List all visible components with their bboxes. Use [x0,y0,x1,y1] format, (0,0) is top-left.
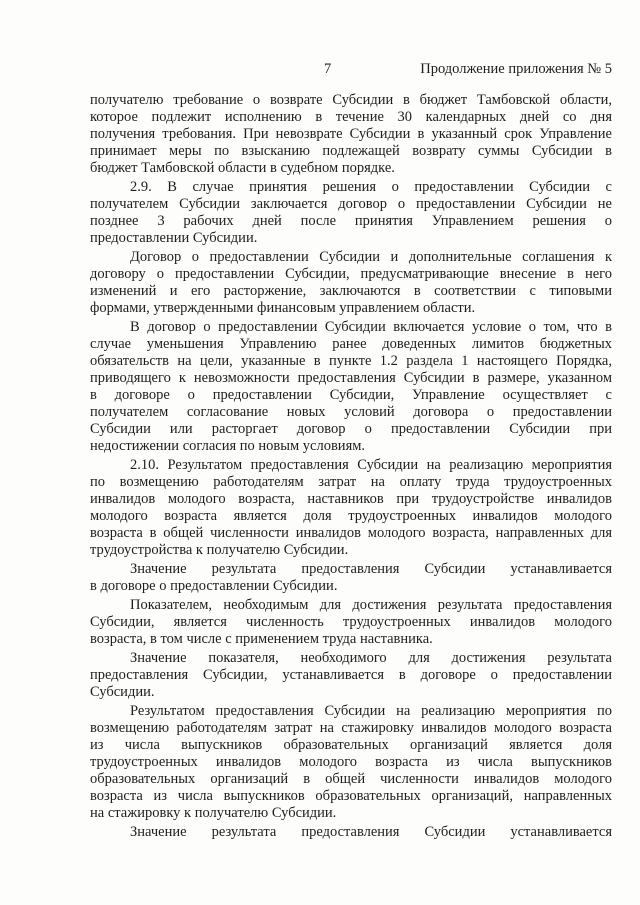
paragraph-contract-forms [90,249,612,317]
paragraph-result-value [90,561,612,595]
document-line: изменений и его расторжение, заключаются в соответствии с типовыми [90,283,612,299]
document-line: возраста, в том числе с применением труда наставника. [90,631,433,647]
document-line: Договор о предоставлении Субсидии и дополнительные соглашения к [130,249,612,265]
document-line: которое подлежит исполнению в течение 30 календарных дней со дня [90,109,612,125]
document-line: приводящего к невозможности предоставления Субсидии в размере, указанном [90,370,612,386]
paragraph-indicator [90,597,612,648]
document-line: 2.9. В случае принятия решения о предоставлении Субсидии с [130,179,612,195]
document-line: предоставления Субсидии, устанавливается в договоре о предоставлении [90,667,612,683]
document-line: бюджет Тамбовской области в судебном порядке. [90,160,395,176]
paragraph-internship-value [90,824,612,841]
document-line: В договор о предоставлении Субсидии включается условие о том, что в [130,319,612,335]
document-line: образовательных организаций в общей численности инвалидов молодого [90,771,612,787]
page-number: 7 [324,61,332,77]
document-line: Значение результата предоставления Субсидии устанавливается [130,824,612,840]
document-line: предоставлении Субсидии. [90,230,258,246]
document-line: возраста в общей численности инвалидов молодого возраста, направленных для [90,525,612,541]
document-line: формами, утвержденными финансовым управлением области. [90,300,476,316]
document-line: получения требования. При невозврате Субсидии в указанный срок Управление [90,126,612,142]
document-line: молодого возраста является доля трудоустроенных инвалидов молодого [90,508,612,524]
document-line: Результатом предоставления Субсидии на реализацию мероприятия по [130,703,612,719]
appendix-continuation-note: Продолжение приложения № 5 [420,61,612,77]
document-line: по возмещению работодателям затрат на оплату труда трудоустроенных [90,474,612,490]
document-line: трудоустройства к получателю Субсидии. [90,542,349,558]
document-line: 2.10. Результатом предоставления Субсидии на реализацию мероприятия [130,457,612,473]
document-line: получателем Субсидии заключается договор о предоставлении Субсидии не [90,196,612,212]
paragraph-contract-condition [90,319,612,455]
document-body [90,92,612,843]
document-line: возмещению работодателям затрат на стажировку инвалидов молодого возраста [90,720,612,736]
document-line: принимает меры по взысканию подлежащей возврату суммы Субсидии в [90,143,612,159]
paragraph-internship-result [90,703,612,822]
document-line: трудоустроенных инвалидов молодого возраста из числа выпускников [90,754,612,770]
document-line: получателю требование о возврате Субсидии в бюджет Тамбовской области, [90,92,612,108]
document-line: на стажировку к получателю Субсидии. [90,805,337,821]
document-line: Субсидии, является численность трудоустроенных инвалидов молодого [90,614,612,630]
document-line: Субсидии. [90,684,155,700]
document-line: из числа выпускников образовательных организаций является доля [90,737,612,753]
document-line: позднее 3 рабочих дней после принятия Управлением решения о [90,213,612,229]
document-line: в договоре о предоставлении Субсидии. [90,578,338,594]
paragraph-indicator-value [90,650,612,701]
document-line: договору о предоставлении Субсидии, предусматривающие внесение в него [90,266,612,282]
document-line: недостижении согласия по новым условиям. [90,438,366,454]
document-line: Субсидии или расторгает договор о предоставлении Субсидии при [90,421,612,437]
paragraph-2-9 [90,179,612,247]
document-line: в договоре о предоставлении Субсидии, Управление осуществляет с [90,387,612,403]
document-line: случае уменьшения Управлению ранее доведенных лимитов бюджетных [90,336,612,352]
paragraph-continuation [90,92,612,177]
document-line: обязательств на цели, указанные в пункте 1.2 раздела 1 настоящего Порядка, [90,353,612,369]
document-line: Значение показателя, необходимого для достижения результата [130,650,612,666]
document-line: возраста из числа выпускников образовательных организаций, направленных [90,788,612,804]
document-line: инвалидов молодого возраста, наставников при трудоустройстве инвалидов [90,491,612,507]
document-line: Показателем, необходимым для достижения результата предоставления [130,597,612,613]
document-line: получателем согласование новых условий договора о предоставлении [90,404,612,420]
document-line: Значение результата предоставления Субсидии устанавливается [130,561,612,577]
paragraph-2-10 [90,457,612,559]
